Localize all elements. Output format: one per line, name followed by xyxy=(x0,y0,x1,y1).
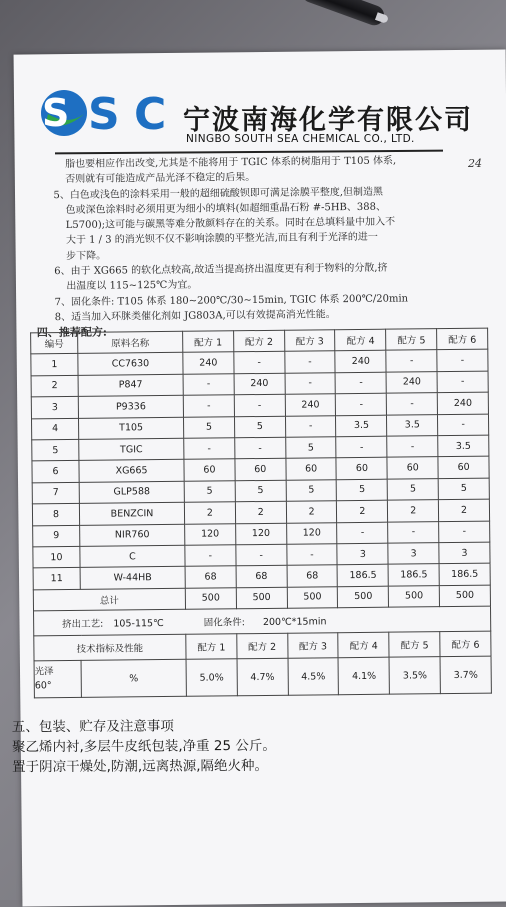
total-cell: 500 xyxy=(338,586,389,608)
table-cell: - xyxy=(386,350,437,372)
table-cell: - xyxy=(184,438,235,460)
page-mark: 24 xyxy=(468,157,482,170)
table-cell: - xyxy=(336,436,387,458)
note-line: 否则就有可能造成产品光泽不稳定的后果。 xyxy=(65,172,256,186)
spec-header-cell: 配方 1 xyxy=(186,634,237,660)
table-cell: 240 xyxy=(234,373,285,395)
table-cell: 7 xyxy=(32,482,79,504)
header-cell: 配方 1 xyxy=(183,331,234,353)
table-cell: 240 xyxy=(386,371,437,393)
table-cell: 4 xyxy=(31,418,78,440)
table-cell: 10 xyxy=(33,546,80,568)
table-cell: - xyxy=(183,395,234,417)
table-cell: - xyxy=(235,437,286,459)
header-cell: 配方 5 xyxy=(386,329,437,351)
table-cell: 11 xyxy=(33,568,80,590)
table-cell: 68 xyxy=(287,565,338,587)
packaging-text: 聚乙烯内衬,多层牛皮纸包装,净重 25 公斤。 xyxy=(11,737,276,756)
table-cell: - xyxy=(336,393,387,415)
table-cell: CC7630 xyxy=(78,353,183,375)
table-cell: 68 xyxy=(185,566,236,588)
header-cell: 配方 3 xyxy=(284,330,335,352)
gloss-unit: % xyxy=(81,659,186,697)
table-cell: 240 xyxy=(183,352,234,374)
table-cell: 240 xyxy=(285,394,336,416)
table-cell: 8 xyxy=(32,504,79,526)
table-cell: 5 xyxy=(286,479,337,501)
table-cell: 60 xyxy=(184,459,235,481)
spec-header-cell: 配方 3 xyxy=(287,633,338,659)
header-cell: 配方 2 xyxy=(233,330,284,352)
table-cell: 2 xyxy=(31,375,78,397)
total-cell: 500 xyxy=(185,587,236,609)
storage-text: 置于阴凉干燥处,防潮,远离热源,隔绝火种。 xyxy=(12,757,269,776)
table-cell: - xyxy=(437,350,488,372)
table-cell: 3.5 xyxy=(438,435,489,457)
total-label: 总计 xyxy=(33,588,185,611)
table-cell: 60 xyxy=(286,458,337,480)
table-cell: 2 xyxy=(286,501,337,523)
table-cell: 2 xyxy=(235,501,286,523)
table-cell: 5 xyxy=(438,478,489,500)
total-cell: 500 xyxy=(287,586,338,608)
table-cell: 240 xyxy=(335,351,386,373)
table-cell: - xyxy=(285,372,336,394)
header-cell: 配方 4 xyxy=(335,329,386,351)
gloss-value: 4.5% xyxy=(288,658,339,696)
logo-letter-s2: S xyxy=(88,89,120,140)
header-cell: 配方 6 xyxy=(437,328,488,350)
cure-label: 固化条件: xyxy=(203,617,245,629)
table-cell: 60 xyxy=(438,456,489,478)
table-cell: 186.5 xyxy=(338,564,389,586)
table-cell: 186.5 xyxy=(439,563,490,585)
table-cell: BENZCIN xyxy=(79,502,184,524)
gloss-value: 4.1% xyxy=(339,657,390,695)
note-line: 出温度以 115~125℃为宜。 xyxy=(66,279,198,293)
table-cell: XG665 xyxy=(79,460,184,482)
table-cell: 3 xyxy=(388,543,439,565)
notes-block xyxy=(35,153,477,341)
table-cell: 5 xyxy=(32,439,79,461)
section-heading-formulas: 四、推荐配方: xyxy=(36,325,108,340)
gloss-value: 5.0% xyxy=(186,659,237,697)
total-cell: 500 xyxy=(389,585,440,607)
table-cell: W-44HB xyxy=(80,567,185,589)
table-cell: 68 xyxy=(236,566,287,588)
table-cell: - xyxy=(183,374,234,396)
table-cell: 3.5 xyxy=(336,415,387,437)
table-cell: - xyxy=(387,436,438,458)
table-cell: 1 xyxy=(31,354,78,376)
table-cell: 5 xyxy=(387,478,438,500)
table-cell: T105 xyxy=(78,417,183,439)
table-cell: 120 xyxy=(185,523,236,545)
table-cell: 9 xyxy=(33,525,80,547)
table-cell: 240 xyxy=(437,392,488,414)
total-cell: 500 xyxy=(236,587,287,609)
table-cell: P847 xyxy=(78,374,183,396)
table-cell: P9336 xyxy=(78,395,183,417)
table-cell: - xyxy=(236,544,287,566)
table-cell: - xyxy=(439,521,490,543)
process-label: 挤出工艺: xyxy=(62,618,104,631)
table-cell: - xyxy=(285,415,336,437)
table-cell: - xyxy=(387,393,438,415)
table-cell: - xyxy=(438,414,489,436)
header-cell: 原料名称 xyxy=(78,331,183,353)
note-line: 脂也要相应作出改变,尤其是不能将用于 TGIC 体系的树脂用于 T105 体系, xyxy=(65,155,397,170)
gloss-value: 4.7% xyxy=(237,658,288,696)
table-cell: - xyxy=(284,351,335,373)
table-cell: 2 xyxy=(337,500,388,522)
table-cell: - xyxy=(185,545,236,567)
gloss-label: 光泽 xyxy=(34,666,54,678)
gloss-label-cell xyxy=(34,660,81,697)
table-cell: - xyxy=(437,371,488,393)
total-cell: 500 xyxy=(439,585,490,607)
table-cell: 3 xyxy=(337,543,388,565)
spec-header-cell: 配方 6 xyxy=(440,631,491,657)
packaging-section xyxy=(12,715,482,777)
table-cell: - xyxy=(286,544,337,566)
table-cell: 5 xyxy=(235,480,286,502)
table-cell: 2 xyxy=(388,500,439,522)
table-cell: 5 xyxy=(285,437,336,459)
table-cell: 120 xyxy=(235,523,286,545)
note-item-6: 6、由于 XG665 的软化点较高,故适当提高挤出温度更有利于物料的分散,挤 xyxy=(54,262,388,278)
spec-header-cell: 配方 2 xyxy=(237,633,288,659)
note-line: 色或深色涂料时必须用更为细小的填料(如超细重晶石粉 #-5HB、388、 xyxy=(65,201,387,216)
table-cell: - xyxy=(388,521,439,543)
process-value: 105-115℃ xyxy=(113,618,164,630)
note-line: 大于 1 / 3 的消光钡不仅不影响涂膜的平整光洁,而且有利于光泽的进一 xyxy=(65,232,378,247)
table-cell: 120 xyxy=(286,522,337,544)
table-cell: 2 xyxy=(184,502,235,524)
table-cell: 3 xyxy=(31,397,78,419)
table-cell: 5 xyxy=(184,481,235,503)
table-cell: - xyxy=(234,394,285,416)
company-name-english: NINGBO SOUTH SEA CHEMICAL CO., LTD. xyxy=(186,133,415,145)
table-cell: NIR760 xyxy=(80,524,185,546)
note-line: 步下降。 xyxy=(66,250,107,262)
gloss-value: 3.5% xyxy=(389,657,440,695)
table-cell: 5 xyxy=(337,479,388,501)
table-cell: 3.5 xyxy=(387,414,438,436)
gloss-row xyxy=(34,656,491,698)
table-cell: - xyxy=(337,522,388,544)
table-cell: 60 xyxy=(387,457,438,479)
note-item-5: 5、白色或浅色的涂料采用一般的超细硫酸钡即可满足涂膜平整度,但制造黑 xyxy=(53,186,384,201)
company-logo xyxy=(38,84,193,142)
formula-table xyxy=(30,328,492,699)
table-cell: - xyxy=(234,352,285,374)
table-cell: 60 xyxy=(235,459,286,481)
company-name-chinese: 宁波南海化学有限公司 xyxy=(183,105,473,136)
spec-label: 技术指标及性能 xyxy=(34,634,186,661)
table-cell: 6 xyxy=(32,461,79,483)
section-heading-packaging: 五、包装、贮存及注意事项 xyxy=(11,718,174,736)
logo-letter-c: C xyxy=(134,89,167,140)
table-cell: TGIC xyxy=(79,438,184,460)
table-cell: 60 xyxy=(336,458,387,480)
spec-header-cell: 配方 4 xyxy=(338,632,389,658)
note-line: L5700);这可能与碳黑等难分散颜料存在的关系。同时在总填料量中加入不 xyxy=(65,216,396,232)
gloss-angle: 60° xyxy=(34,680,52,692)
table-cell: 186.5 xyxy=(388,564,439,586)
table-cell: - xyxy=(336,372,387,394)
table-cell: 5 xyxy=(234,416,285,438)
note-item-7: 7、固化条件: T105 体系 180~200℃/30~15min, TGIC 体系 200℃/20min xyxy=(54,293,409,308)
table-cell: GLP588 xyxy=(79,481,184,503)
header-cell: 编号 xyxy=(31,332,78,354)
table-cell: 5 xyxy=(183,416,234,438)
table-cell: 2 xyxy=(439,499,490,521)
logo-letter-s1: S xyxy=(42,91,70,135)
spec-header-cell: 配方 5 xyxy=(389,632,440,658)
gloss-value: 3.7% xyxy=(440,656,491,694)
cure-value: 200℃*15min xyxy=(262,616,327,629)
note-item-8: 8、适当加入环脒类催化剂如 JG803A,可以有效提高消光性能。 xyxy=(54,309,336,324)
table-cell: 3 xyxy=(439,542,490,564)
table-cell: C xyxy=(80,545,185,567)
